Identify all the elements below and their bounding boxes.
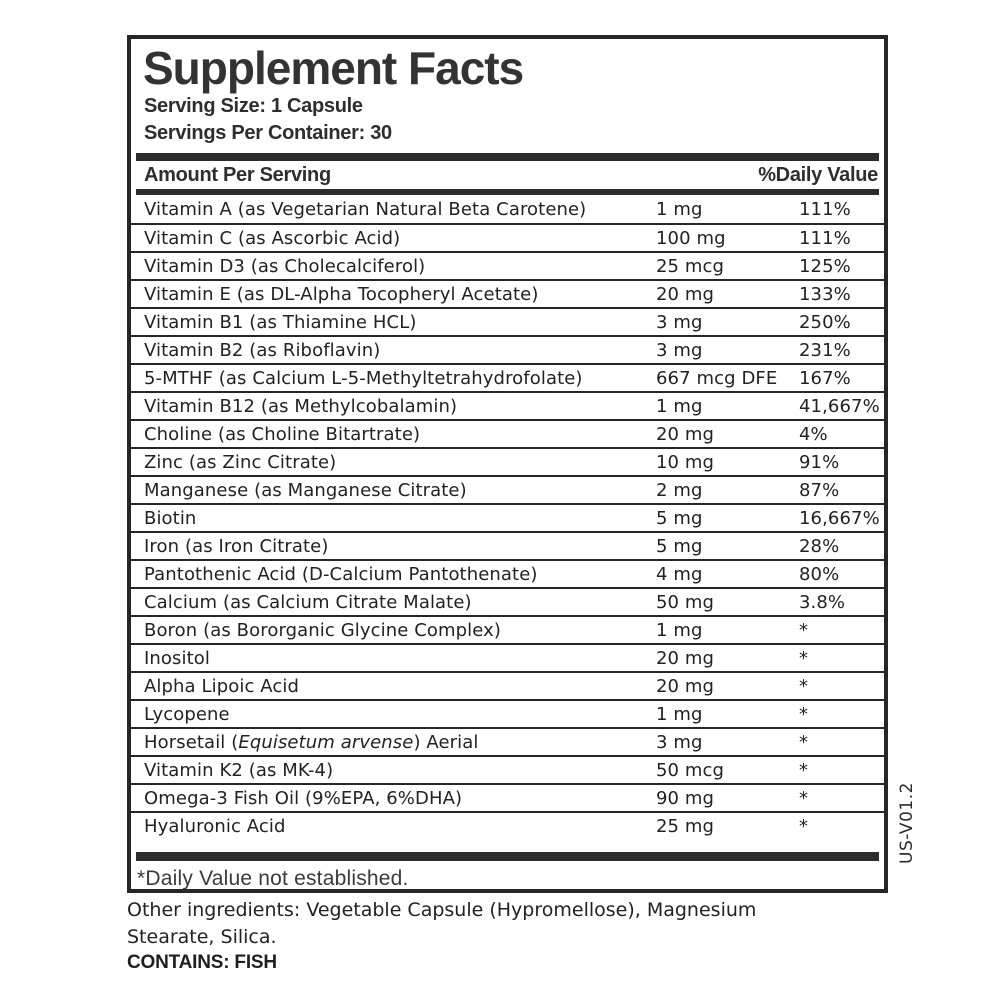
nutrient-amount: 1 mg: [656, 395, 703, 417]
nutrient-daily-value: 133%: [799, 283, 851, 305]
daily-value-footnote: *Daily Value not established.: [137, 867, 409, 890]
nutrient-row: [131, 755, 884, 783]
nutrient-daily-value: *: [799, 675, 809, 697]
supplement-facts-title: Supplement Facts: [143, 42, 524, 94]
nutrient-row: [131, 587, 884, 615]
nutrient-name: Lycopene: [144, 703, 230, 725]
nutrient-name: Hyaluronic Acid: [144, 815, 286, 837]
nutrient-row: [131, 307, 884, 335]
nutrient-daily-value: 80%: [799, 563, 840, 585]
nutrient-daily-value: 231%: [799, 339, 851, 361]
nutrient-name: Choline (as Choline Bitartrate): [144, 423, 421, 445]
nutrient-row: [131, 363, 884, 391]
nutrient-amount: 5 mg: [656, 507, 703, 529]
nutrient-row: [131, 251, 884, 279]
nutrient-amount: 667 mcg DFE: [656, 367, 778, 389]
nutrient-row: [131, 503, 884, 531]
nutrient-row: [131, 391, 884, 419]
nutrient-row: [131, 559, 884, 587]
version-code: US-V01.2: [897, 782, 917, 864]
nutrient-daily-value: *: [799, 815, 809, 837]
nutrient-amount: 25 mg: [656, 815, 715, 837]
nutrient-amount: 3 mg: [656, 339, 703, 361]
column-header-amount: Amount Per Serving: [144, 163, 331, 186]
nutrient-row: [131, 223, 884, 251]
nutrient-row: [131, 531, 884, 559]
nutrient-daily-value: *: [799, 787, 809, 809]
nutrient-amount: 1 mg: [656, 703, 703, 725]
nutrient-daily-value: 250%: [799, 311, 851, 333]
nutrient-name: Inositol: [144, 647, 210, 669]
nutrient-name: Manganese (as Manganese Citrate): [144, 479, 467, 501]
nutrient-name: Vitamin D3 (as Cholecalciferol): [144, 255, 426, 277]
nutrient-amount: 3 mg: [656, 731, 703, 753]
nutrient-daily-value: 111%: [799, 227, 851, 249]
nutrient-row: [131, 671, 884, 699]
nutrient-name: Vitamin B1 (as Thiamine HCL): [144, 311, 417, 333]
nutrient-name: Alpha Lipoic Acid: [144, 675, 300, 697]
nutrient-name: Vitamin K2 (as MK-4): [144, 759, 334, 781]
thick-divider-bottom: [136, 852, 879, 861]
nutrient-name: Vitamin B2 (as Riboflavin): [144, 339, 381, 361]
contains-allergen-statement: CONTAINS: FISH: [127, 952, 277, 973]
nutrient-daily-value: 87%: [799, 479, 840, 501]
nutrient-amount: 20 mg: [656, 675, 715, 697]
nutrient-table: [131, 195, 884, 839]
nutrient-name: Vitamin A (as Vegetarian Natural Beta Carotene): [144, 198, 587, 220]
nutrient-row: [131, 475, 884, 503]
nutrient-daily-value: *: [799, 647, 809, 669]
nutrient-daily-value: 4%: [799, 423, 828, 445]
nutrient-amount: 10 mg: [656, 451, 715, 473]
nutrient-amount: 1 mg: [656, 198, 703, 220]
nutrient-name: Zinc (as Zinc Citrate): [144, 451, 337, 473]
nutrient-amount: 25 mcg: [656, 255, 725, 277]
nutrient-row: [131, 615, 884, 643]
nutrient-amount: 3 mg: [656, 311, 703, 333]
nutrient-amount: 50 mcg: [656, 759, 725, 781]
nutrient-daily-value: 111%: [799, 198, 851, 220]
nutrient-daily-value: *: [799, 759, 809, 781]
nutrient-row: [131, 699, 884, 727]
table-header-row: [131, 161, 884, 189]
nutrient-row: [131, 727, 884, 755]
nutrient-row: [131, 447, 884, 475]
nutrient-name: Omega-3 Fish Oil (9%EPA, 6%DHA): [144, 787, 463, 809]
nutrient-name: Calcium (as Calcium Citrate Malate): [144, 591, 472, 613]
nutrient-amount: 100 mg: [656, 227, 726, 249]
nutrient-name: Iron (as Iron Citrate): [144, 535, 329, 557]
nutrient-row: [131, 195, 884, 223]
nutrient-name: Pantothenic Acid (D-Calcium Pantothenate): [144, 563, 538, 585]
nutrient-daily-value: 3.8%: [799, 591, 846, 613]
other-ingredients-text: Other ingredients: Vegetable Capsule (Hypromellose), Magnesium Stearate, Silica.: [127, 899, 757, 948]
nutrient-row: [131, 279, 884, 307]
nutrient-name: Vitamin C (as Ascorbic Acid): [144, 227, 401, 249]
nutrient-daily-value: 91%: [799, 451, 840, 473]
servings-per-container-line: Servings Per Container: 30: [144, 122, 392, 144]
nutrient-amount: 2 mg: [656, 479, 703, 501]
nutrient-row: [131, 419, 884, 447]
nutrient-name: 5-MTHF (as Calcium L-5-Methyltetrahydrofolate): [144, 367, 583, 389]
nutrient-name: Vitamin E (as DL-Alpha Tocopheryl Acetate): [144, 283, 539, 305]
nutrient-daily-value: *: [799, 731, 809, 753]
nutrient-row: [131, 335, 884, 363]
nutrient-amount: 5 mg: [656, 535, 703, 557]
supplement-facts-panel: [127, 35, 888, 893]
nutrient-daily-value: *: [799, 619, 809, 641]
serving-size-line: Serving Size: 1 Capsule: [144, 95, 363, 117]
nutrient-daily-value: 28%: [799, 535, 840, 557]
nutrient-name: Vitamin B12 (as Methylcobalamin): [144, 395, 458, 417]
nutrient-daily-value: *: [799, 703, 809, 725]
nutrient-row: [131, 811, 884, 839]
nutrient-amount: 1 mg: [656, 619, 703, 641]
column-header-daily-value: %Daily Value: [758, 163, 878, 186]
nutrient-daily-value: 16,667%: [799, 507, 880, 529]
thick-divider-top: [136, 153, 879, 161]
nutrient-daily-value: 125%: [799, 255, 851, 277]
nutrient-row: [131, 643, 884, 671]
nutrient-name: Horsetail (Equisetum arvense) Aerial: [144, 731, 479, 753]
nutrient-name: Biotin: [144, 507, 197, 529]
nutrient-amount: 90 mg: [656, 787, 715, 809]
nutrient-amount: 20 mg: [656, 283, 715, 305]
nutrient-name: Boron (as Bororganic Glycine Complex): [144, 619, 501, 641]
nutrient-amount: 20 mg: [656, 647, 715, 669]
nutrient-daily-value: 167%: [799, 367, 851, 389]
nutrient-amount: 50 mg: [656, 591, 715, 613]
nutrient-row: [131, 783, 884, 811]
nutrient-amount: 20 mg: [656, 423, 715, 445]
nutrient-daily-value: 41,667%: [799, 395, 880, 417]
nutrient-amount: 4 mg: [656, 563, 703, 585]
